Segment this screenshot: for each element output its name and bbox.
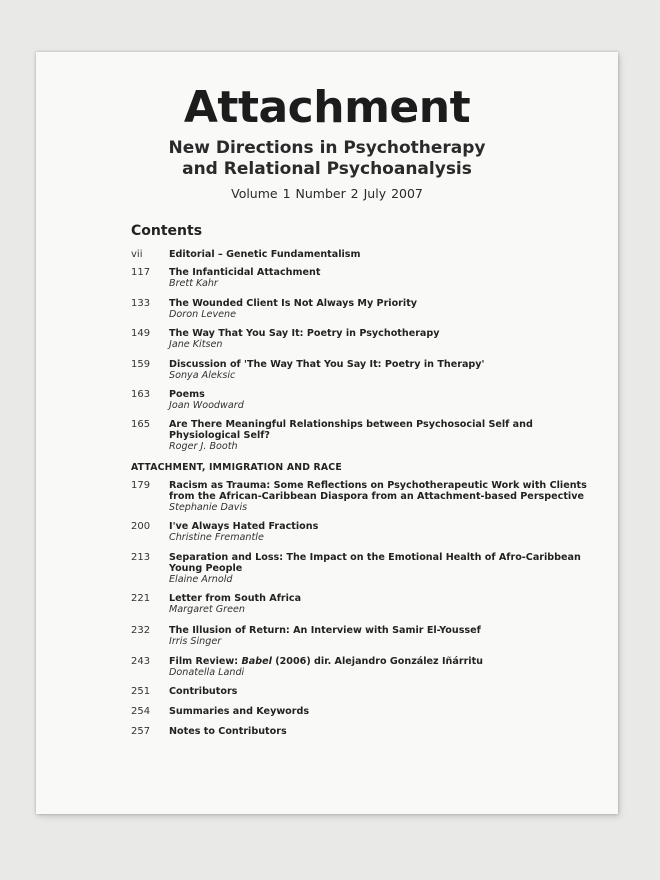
entry-title: The Infanticidal Attachment xyxy=(169,267,321,278)
journal-subtitle-line2: and Relational Psychoanalysis xyxy=(182,159,472,179)
entry-author: Elaine Arnold xyxy=(169,574,233,585)
entry-title-pre: Film Review: xyxy=(169,656,242,667)
entry-title: Notes to Contributors xyxy=(169,726,287,737)
entry-author: Doron Levene xyxy=(169,309,237,320)
entry-title: Summaries and Keywords xyxy=(169,706,310,717)
entry-title-post: (2006) dir. Alejandro González Iñárritu xyxy=(271,656,484,667)
entry-page: 117 xyxy=(131,267,151,278)
entry-author: Roger J. Booth xyxy=(169,441,238,452)
entry-title-film: Babel xyxy=(241,656,272,667)
entry-title: Discussion of 'The Way That You Say It: Poetry in Therapy' xyxy=(169,359,485,370)
entry-page: 179 xyxy=(131,480,151,491)
entry-title: The Illusion of Return: An Interview with Samir El-Youssef xyxy=(169,625,481,636)
entry-title: Contributors xyxy=(169,686,238,697)
entry-page: 159 xyxy=(131,359,151,370)
entry-author: Margaret Green xyxy=(169,604,245,615)
contents-heading: Contents xyxy=(131,223,203,239)
entry-page: 200 xyxy=(131,521,151,532)
entry-page: 133 xyxy=(131,298,151,309)
entry-page: 149 xyxy=(131,328,151,339)
entry-page: 251 xyxy=(131,686,151,697)
entry-title: The Way That You Say It: Poetry in Psychotherapy xyxy=(169,328,440,339)
entry-page: 232 xyxy=(131,625,151,636)
entry-author: Brett Kahr xyxy=(169,278,218,289)
entry-author: Stephanie Davis xyxy=(169,502,248,513)
entry-author: Donatella Landi xyxy=(169,667,245,678)
entry-page: 213 xyxy=(131,552,151,563)
issue-info: Volume 1 Number 2 July 2007 xyxy=(231,186,423,201)
entry-title: Racism as Trauma: Some Reflections on Psychotherapeutic Work with Clients xyxy=(169,480,587,491)
entry-title: The Wounded Client Is Not Always My Priority xyxy=(169,298,418,309)
entry-author: Jane Kitsen xyxy=(169,339,223,350)
entry-author: Sonya Aleksic xyxy=(169,370,236,381)
entry-page: 163 xyxy=(131,389,151,400)
entry-title: Editorial – Genetic Fundamentalism xyxy=(169,249,361,260)
journal-subtitle-line1: New Directions in Psychotherapy xyxy=(168,138,486,158)
entry-title: Separation and Loss: The Impact on the Emotional Health of Afro-Caribbean xyxy=(169,552,581,563)
entry-page: vii xyxy=(131,249,143,260)
entry-author: Joan Woodward xyxy=(169,400,244,411)
entry-author: Irris Singer xyxy=(169,636,222,647)
journal-cover xyxy=(36,52,618,814)
entry-title-line2: from the African-Caribbean Diaspora from an Attachment-based Perspective xyxy=(169,491,584,502)
section-heading: ATTACHMENT, IMMIGRATION AND RACE xyxy=(131,462,342,473)
entry-title: Letter from South Africa xyxy=(169,593,302,604)
entry-title-line2: Physiological Self? xyxy=(169,430,270,441)
entry-title: Poems xyxy=(169,389,205,400)
journal-title: Attachment xyxy=(183,82,471,133)
entry-page: 257 xyxy=(131,726,151,737)
entry-title: Are There Meaningful Relationships between Psychosocial Self and xyxy=(169,419,533,430)
entry-page: 221 xyxy=(131,593,151,604)
entry-page: 254 xyxy=(131,706,151,717)
entry-title: I've Always Hated Fractions xyxy=(169,521,319,532)
entry-author: Christine Fremantle xyxy=(169,532,264,543)
entry-page: 165 xyxy=(131,419,151,430)
entry-title xyxy=(169,656,549,667)
entry-page: 243 xyxy=(131,656,151,667)
entry-title-line2: Young People xyxy=(169,563,243,574)
